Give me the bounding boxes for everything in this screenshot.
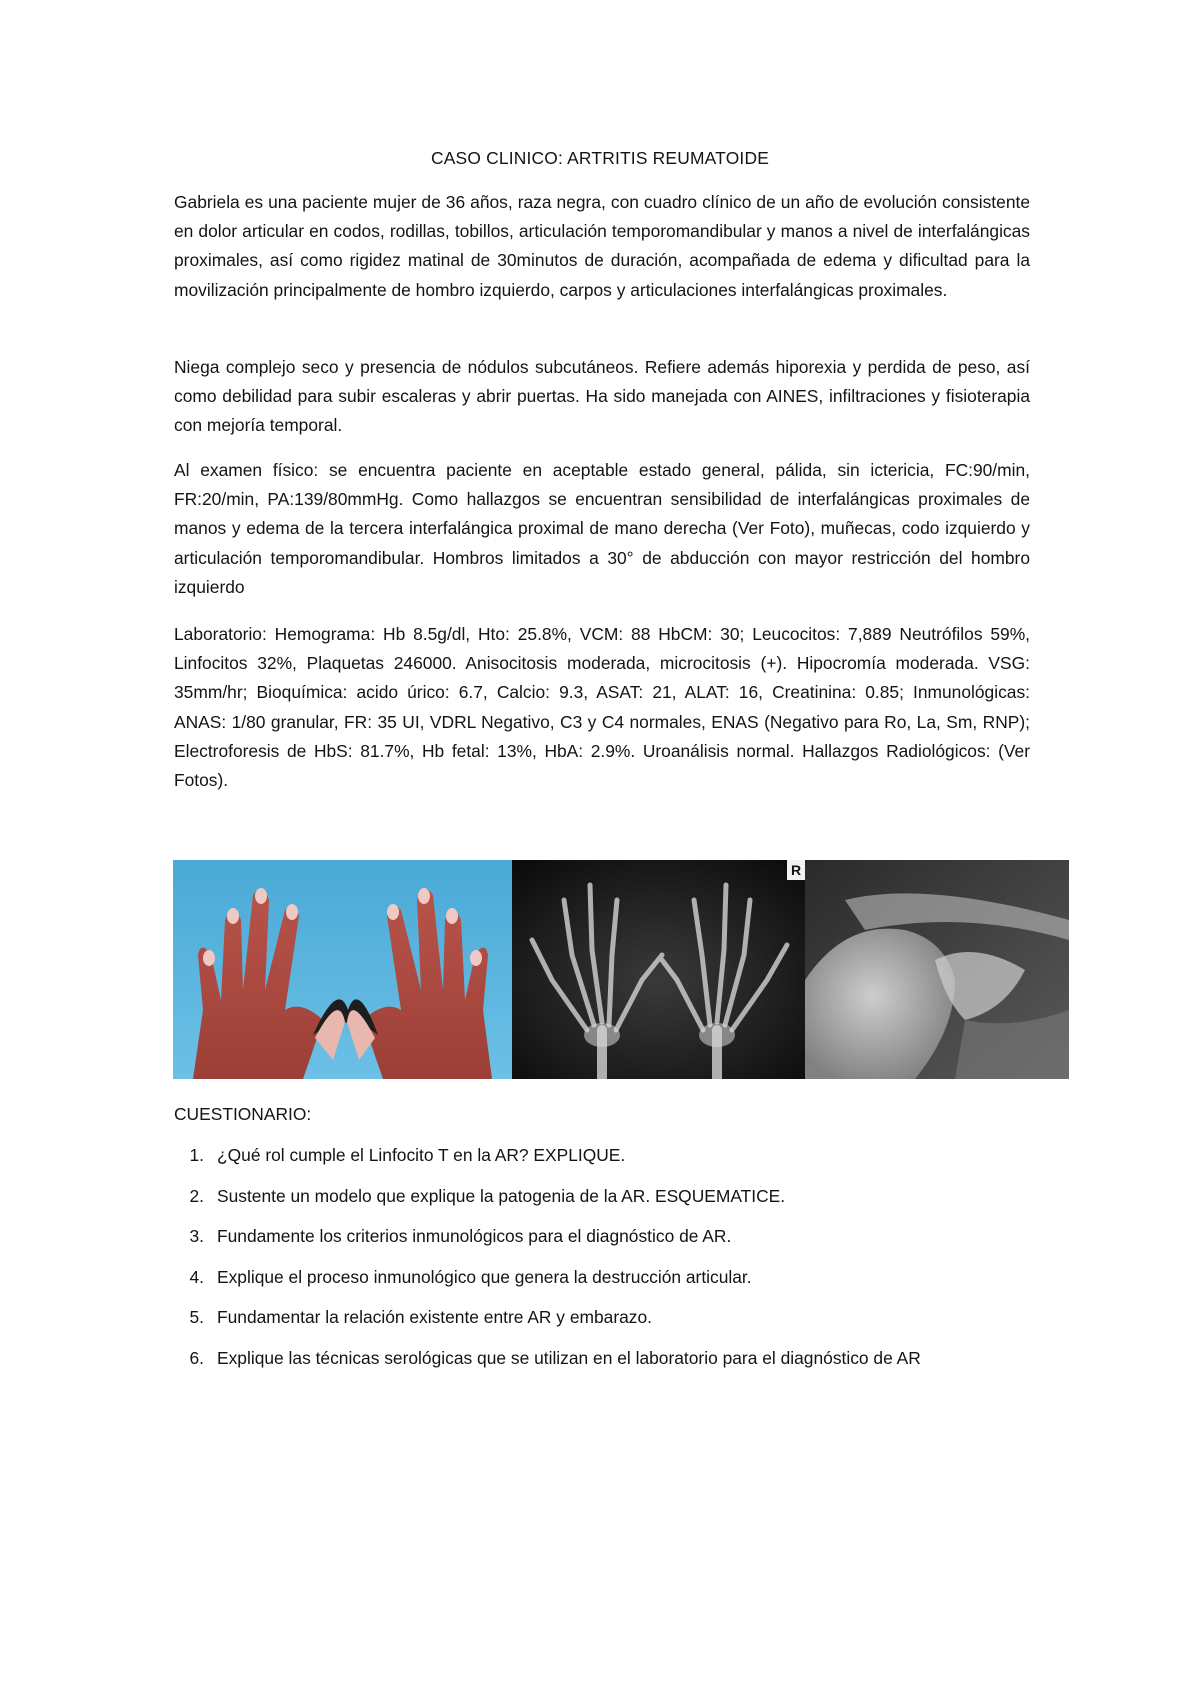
question-text: Explique el proceso inmunológico que genera la destrucción articular. xyxy=(217,1266,752,1287)
questionnaire-list xyxy=(174,1145,1074,1388)
question-item xyxy=(174,1307,1074,1348)
question-number: 4. xyxy=(189,1266,204,1287)
question-text: Sustente un modelo que explique la patogenia de la AR. ESQUEMATICE. xyxy=(217,1185,786,1206)
question-number: 3. xyxy=(189,1226,204,1246)
question-text: ¿Qué rol cumple el Linfocito T en la AR? EXPLIQUE. xyxy=(217,1145,626,1165)
question-number: 2. xyxy=(189,1185,204,1206)
hands-xray xyxy=(512,860,805,1079)
question-item xyxy=(174,1267,1074,1308)
question-number: 1. xyxy=(189,1145,204,1165)
case-paragraph-exam: Al examen físico: se encuentra paciente en aceptable estado general, pálida, sin ictericia, FC:90/min, FR:20/min, PA:139/80mmHg. Como hallazgos se encuentran sensibilidad de interfalángicas proximales de manos y edema de la tercera interfalángica proximal de mano derecha (Ver Foto), muñecas, codo izquierdo y articulación temporomandibular. Hombros limitados a 30° de abducción con mayor restricción del hombro izquierdo xyxy=(174,460,1030,597)
case-paragraph-laboratory: Laboratorio: Hemograma: Hb 8.5g/dl, Hto: 25.8%, VCM: 88 HbCM: 30; Leucocitos: 7,889 Neutrófilos 59%, Linfocitos 32%, Plaquetas 246000. Anisocitosis moderada, microcitosis (+). Hipocromía moderada. VSG: 35mm/hr; Bioquímica: acido úrico: 6.7, Calcio: 9.3, ASAT: 21, ALAT: 16, Creatinina: 0.85; Inmunológicas: ANAS: 1/80 granular, FR: 35 UI, VDRL Negativo, C3 y C4 normales, ENAS (Negativo para Ro, La, Sm, RNP); Electroforesis de HbS: 81.7%, Hb fetal: 13%, HbA: 2.9%. Uroanálisis normal. Hallazgos Radiológicos: (Ver Fotos). xyxy=(174,624,1030,791)
shoulder-xray xyxy=(805,860,1069,1079)
question-number: 6. xyxy=(189,1347,204,1368)
xray-side-marker: R xyxy=(790,862,802,878)
question-item xyxy=(174,1226,1074,1267)
hands-photo xyxy=(173,860,512,1079)
document-title: CASO CLINICO: ARTRITIS REUMATOIDE xyxy=(430,148,770,168)
question-item xyxy=(174,1348,1074,1389)
question-item xyxy=(174,1145,1074,1186)
question-text: Fundamente los criterios inmunológicos para el diagnóstico de AR. xyxy=(217,1226,732,1246)
question-text: Explique las técnicas serológicas que se utilizan en el laboratorio para el diagnóstico de AR xyxy=(217,1347,921,1368)
question-item xyxy=(174,1186,1074,1227)
case-paragraph-history: Gabriela es una paciente mujer de 36 años, raza negra, con cuadro clínico de un año de evolución consistente en dolor articular en codos, rodillas, tobillos, articulación temporomandibular y manos a nivel de interfalángicas proximales, así como rigidez matinal de 30minutos de duración, acompañada de edema y dificultad para la movilización principalmente de hombro izquierdo, carpos y articulaciones interfalángicas proximales. xyxy=(174,192,1030,300)
question-number: 5. xyxy=(189,1307,204,1327)
questionnaire-heading: CUESTIONARIO: xyxy=(174,1104,312,1124)
clinical-figures xyxy=(173,860,1069,1079)
case-paragraph-symptoms: Niega complejo seco y presencia de nódulos subcutáneos. Refiere además hiporexia y perdida de peso, así como debilidad para subir escaleras y abrir puertas. Ha sido manejada con AINES, infiltraciones y fisioterapia con mejoría temporal. xyxy=(174,357,1030,436)
question-text: Fundamentar la relación existente entre AR y embarazo. xyxy=(217,1307,652,1327)
